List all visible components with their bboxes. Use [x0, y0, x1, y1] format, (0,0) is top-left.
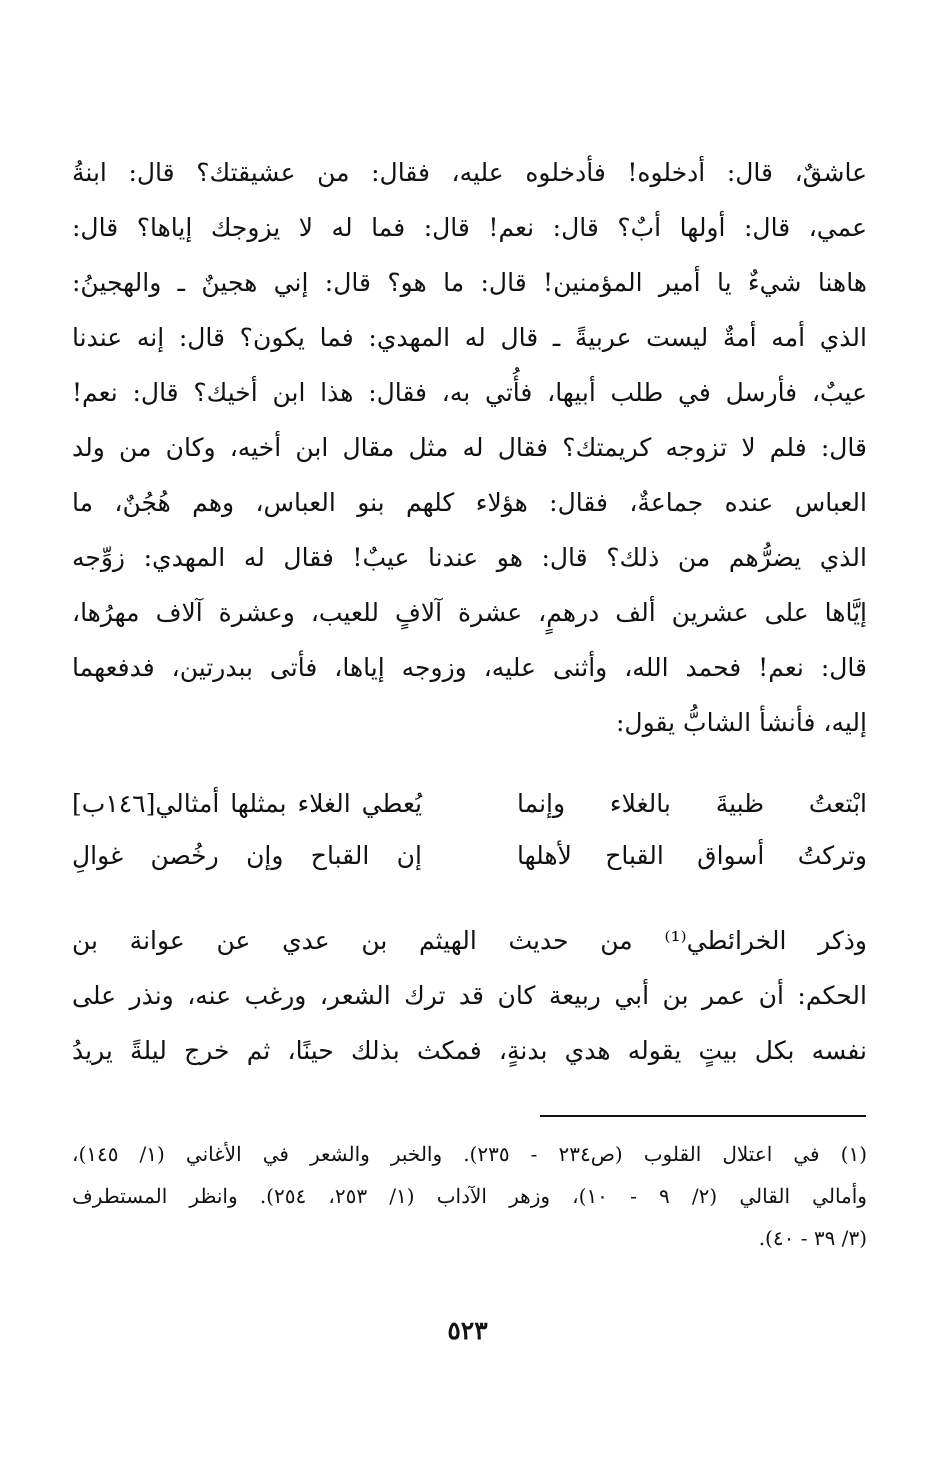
text-line: عيبٌ، فأرسل في طلب أبيها، فأُتي به، فقال: هذا ابن أخيك؟ قال: نعم!	[72, 378, 867, 407]
text-line: وذكر الخرائطي⁽¹⁾ من حديث الهيثم بن عدي عن عوانة بن	[72, 926, 867, 955]
text-line: العباس عنده جماعةٌ، فقال: هؤلاء كلهم بنو العباس، وهم هُجُنٌ، ما	[72, 488, 867, 517]
text-line: هاهنا شيءٌ يا أمير المؤمنين! قال: ما هو؟ قال: إني هجينٌ ـ والهجينُ:	[72, 268, 867, 297]
footnote-line: (١) في اعتلال القلوب (ص٢٣٤ - ٢٣٥). والخبر والشعر في الأغاني (١/ ١٤٥)،	[72, 1142, 867, 1166]
footnotes	[72, 1133, 867, 1259]
text-line: الذي يضرُّهم من ذلك؟ قال: هو عندنا عيبٌ! فقال له المهدي: زوِّجه	[72, 543, 867, 572]
text-line: الذي أمه أمةٌ ليست عربيةً ـ قال له المهدي: فما يكون؟ قال: إنه عندنا	[72, 323, 867, 352]
poem-verse	[72, 778, 867, 830]
text-line: نفسه بكل بيتٍ يقوله هدي بدنةٍ، فمكث بذلك حينًا، ثم خرج ليلةً يريدُ	[72, 1036, 867, 1065]
footnote-divider	[540, 1115, 866, 1117]
poem	[72, 778, 867, 882]
second-paragraph	[72, 913, 867, 1078]
verse-first-hemistich: ابْتعتُ ظبيةَ بالغلاء وإنما	[517, 789, 867, 818]
text-line: قال: نعم! فحمد الله، وأثنى عليه، وزوجه إياها، فأتى ببدرتين، فدفعهما	[72, 653, 867, 682]
footnote-line: (٣/ ٣٩ - ٤٠).	[758, 1226, 867, 1250]
text-line: عمي، قال: أولها أبٌ؟ قال: نعم! قال: فما له لا يزوجك إياها؟ قال:	[72, 213, 867, 242]
text-line: عاشقٌ، قال: أدخلوه! فأدخلوه عليه، فقال: من عشيقتك؟ قال: ابنةُ	[72, 158, 867, 187]
page-number: ٥٢٣	[447, 1316, 488, 1345]
verse-first-hemistich: وتركتُ أسواق القباح لأهلها	[517, 841, 867, 870]
verse-second-hemistich: يُعطي الغلاء بمثلها أمثالي[١٤٦ب]	[72, 789, 422, 818]
text-line: إليه، فأنشأ الشابُّ يقول:	[616, 708, 867, 737]
poem-verse	[72, 830, 867, 882]
footnote-line: وأمالي القالي (٢/ ٩ - ١٠)، وزهر الآداب (١/ ٢٥٣، ٢٥٤). وانظر المستطرف	[72, 1184, 867, 1208]
text-line: الحكم: أن عمر بن أبي ربيعة كان قد ترك الشعر، ورغب عنه، ونذر على	[72, 981, 867, 1010]
verse-second-hemistich: إن القباح وإن رخُصن غوالِ	[72, 841, 422, 870]
text-line: قال: فلم لا تزوجه كريمتك؟ فقال له مثل مقال ابن أخيه، وكان من ولد	[72, 433, 867, 462]
main-paragraph	[72, 145, 867, 750]
text-line: إيَّاها على عشرين ألف درهمٍ، عشرة آلافٍ للعيب، وعشرة آلاف مهرُها،	[72, 598, 867, 627]
